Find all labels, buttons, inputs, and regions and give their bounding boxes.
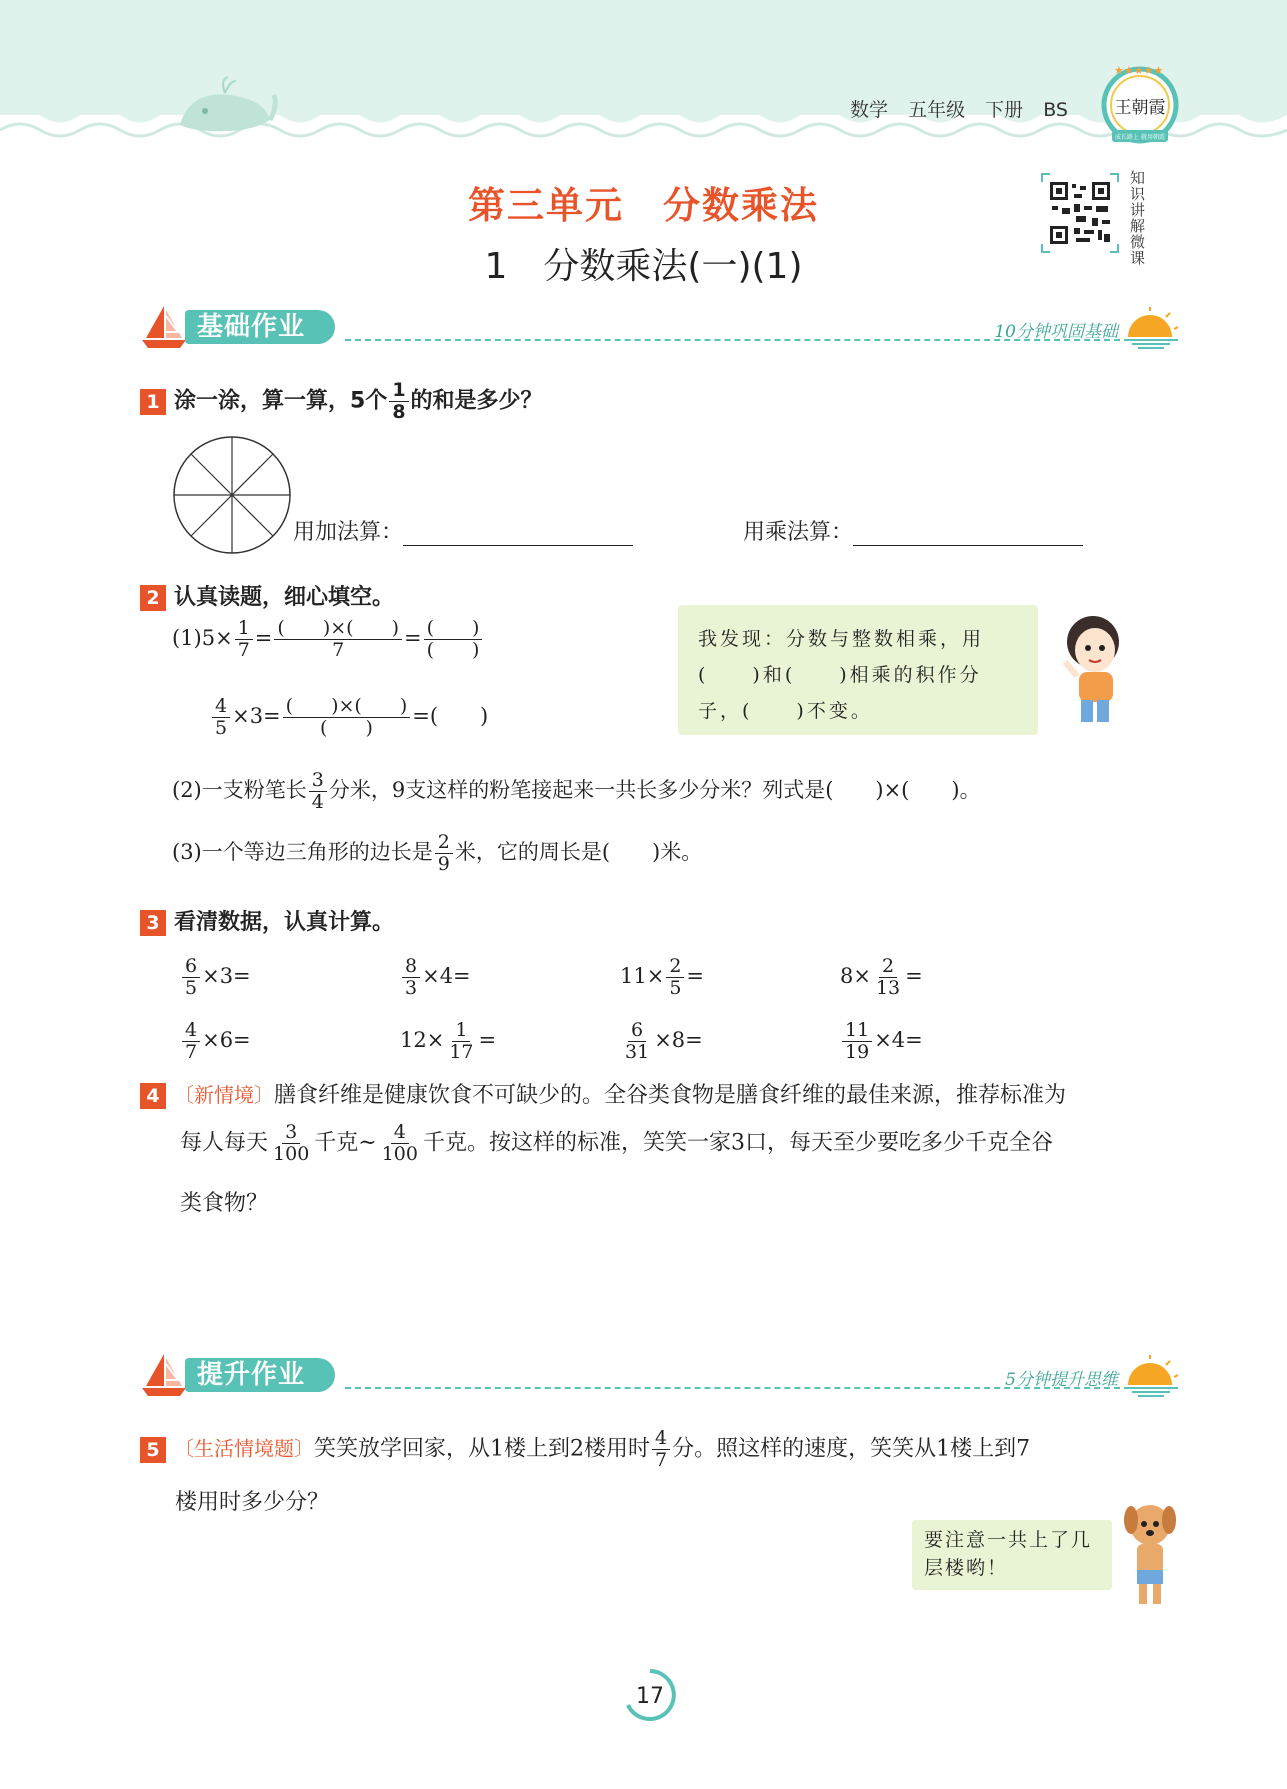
page-number: 17 (636, 1684, 664, 1709)
circle-divided-eighths[interactable] (172, 435, 292, 555)
brand-name: 王朝霞 (1114, 98, 1166, 118)
question-5: 5 〔生活情境题〕笑笑放学回家，从1楼上到2楼用时 $\frac{4}{7}$ 分。照这样的速度，笑笑从1楼上到7 (140, 1428, 1030, 1471)
sailboat-icon (140, 302, 190, 352)
addition-answer-row: 用加法算： (293, 515, 633, 546)
volume-label: 下册 (985, 99, 1024, 121)
fraction-blank[interactable]: $\frac{( )\times( )}{( )}$ (283, 696, 411, 739)
brand-logo (1100, 60, 1180, 150)
q2-part3: (3)一个等边三角形的边长是 $\frac{2}{9}$ 米，它的周长是( )米。 (172, 831, 703, 875)
book-info (850, 95, 1082, 122)
fraction-blank[interactable]: $\frac{( )\times( )}{7}$ (274, 618, 402, 661)
question-number: 4 (140, 1083, 166, 1109)
section-label: 基础作业 (185, 310, 335, 344)
question-number: 2 (140, 585, 166, 611)
section-label: 提升作业 (185, 1358, 335, 1392)
qr-code-icon[interactable] (1040, 172, 1120, 254)
q4-line3: 类食物？ (180, 1191, 269, 1216)
fraction: $\frac{4}{5}$ (212, 696, 230, 739)
advanced-homework-header (140, 1350, 1180, 1400)
section-tip: 10分钟巩固基础 (994, 322, 1118, 342)
reminder-speech-bubble: 要注意一共上了几层楼哟！ (912, 1520, 1112, 1590)
fraction-blank[interactable]: $\frac{( )}{( )}$ (424, 618, 483, 661)
subject-label: 数学 (850, 99, 889, 121)
calc-row (180, 1009, 1060, 1073)
calc-item[interactable]: 12× $\frac{1}{17}$ = (400, 1018, 497, 1063)
calc-item[interactable]: 8× $\frac{2}{13}$ = (840, 954, 923, 999)
question-number: 1 (140, 389, 166, 415)
multiplication-answer-row: 用乘法算： (743, 515, 1083, 546)
sailboat-icon (140, 1350, 190, 1400)
calculation-grid (180, 945, 1060, 1073)
addition-answer-blank[interactable] (403, 522, 633, 546)
q2-part2: (2)一支粉笔长 $\frac{3}{4}$ 分米，9支这样的粉笔接起来一共长多少分米？列式是( )×( )。 (172, 769, 981, 813)
calc-item[interactable]: $\frac{6}{5}$ ×3= (180, 956, 400, 999)
question-3: 3 看清数据，认真计算。 (140, 905, 394, 936)
calc-row (180, 945, 1060, 1009)
q5-line2: 楼用时多少分？ (175, 1490, 330, 1515)
discovery-hint-box: 我发现：分数与整数相乘，用( )和( )相乘的积作分子，( )不变。 (678, 605, 1038, 735)
question-number: 5 (140, 1437, 166, 1463)
context-tag: 〔新情境〕 (174, 1083, 274, 1107)
unit-title: 第三单元 分数乘法 (468, 184, 819, 227)
dashed-divider (345, 1387, 1120, 1389)
boy-character-illustration (1055, 610, 1135, 730)
basic-homework-header (140, 302, 1180, 352)
grade-label: 五年级 (908, 99, 966, 121)
calc-item[interactable]: $\frac{8}{3}$ ×4= (400, 956, 620, 999)
sunset-icon (1122, 307, 1180, 349)
q4-line2: 每人每天 $\frac{3}{100}$ 千克~ $\frac{4}{100}$ 千克。按这样的标准，笑笑一家3口，每天至少要吃多少千克全谷 (180, 1121, 1053, 1165)
q2-part1-line2: $\frac{4}{5}$ ×3= $\frac{( )\times( )}{( )}$ =( ) (210, 696, 488, 739)
calc-item[interactable]: $\frac{11}{19}$ ×4= (840, 1020, 1060, 1063)
fraction: $\frac{1}{8}$ (389, 380, 408, 423)
svg-text:★★★★★: ★★★★★ (1114, 64, 1164, 77)
page-number-badge (620, 1665, 680, 1725)
fraction: $\frac{3}{4}$ (309, 770, 327, 813)
lesson-title: 1 分数乘法(一)(1) (484, 246, 803, 287)
fraction: $\frac{1}{7}$ (235, 618, 253, 661)
multiplication-answer-blank[interactable] (853, 522, 1083, 546)
question-2: 2 认真读题，细心填空。 (140, 580, 394, 611)
dog-character-illustration (1115, 1500, 1185, 1610)
section-tip: 5分钟提升思维 (1005, 1370, 1118, 1390)
edition-label: BS (1043, 99, 1068, 121)
calc-item[interactable]: $\frac{6}{31}$ ×8= (625, 1018, 703, 1063)
whale-icon (170, 75, 280, 135)
calc-item[interactable]: $\frac{4}{7}$ ×6= (180, 1020, 400, 1063)
fraction: $\frac{2}{9}$ (435, 832, 453, 875)
brand-tagline: 成长路上 就用朝霞 (1115, 134, 1165, 141)
qr-label: 知识讲解微课 (1130, 169, 1146, 267)
context-tag: 〔生活情境题〕 (174, 1436, 314, 1461)
question-1: 1 涂一涂，算一算，5个 $\frac{1}{8}$ 的和是多少？ (140, 380, 543, 423)
sunset-icon (1122, 1355, 1180, 1397)
answer-blank[interactable]: ( ) (429, 704, 489, 728)
q2-part1-line1: (1)5× $\frac{1}{7}$ = $\frac{( )\times( )}{7}$ = $\frac{( )}{( )}$ (172, 618, 484, 661)
calc-item[interactable]: 11× $\frac{2}{5}$ = (620, 954, 705, 999)
question-number: 3 (140, 910, 166, 936)
question-4: 4 〔新情境〕膳食纤维是健康饮食不可缺少的。全谷类食物是膳食纤维的最佳来源，推荐标准为 (140, 1078, 1066, 1109)
